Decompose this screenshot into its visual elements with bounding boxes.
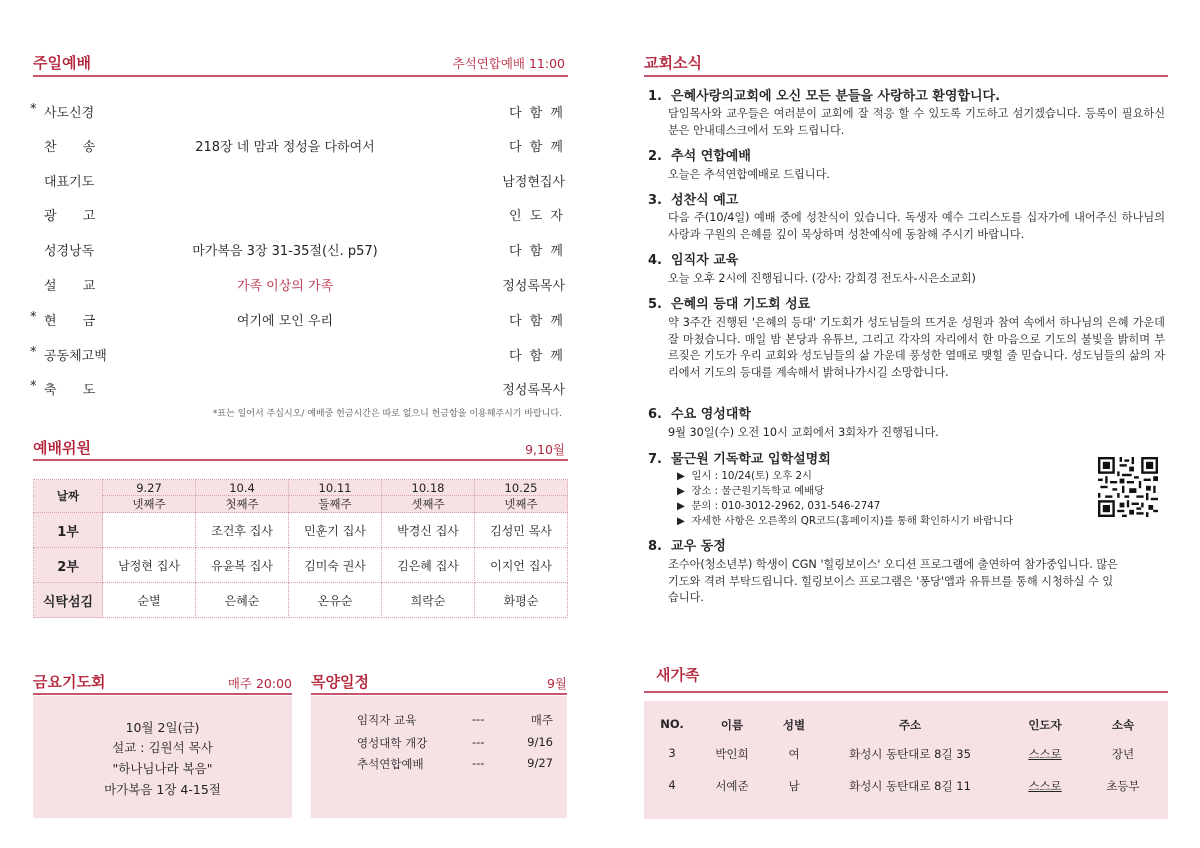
news-item-1-body: 담임목사와 교우들은 여러분이 교회에 잘 적응 할 수 있도록 기도하고 섬기겠습니다. 등록이 필요하신 분은 안내데스크에서 도와 드립니다. <box>668 107 1165 137</box>
row-header: 2부 <box>34 548 103 583</box>
newfamily-cell: 서예준 <box>715 779 749 793</box>
worship-item-label: 사도신경 <box>44 106 95 121</box>
news-item-3-head <box>648 189 738 208</box>
table-row <box>34 513 568 548</box>
news-number: 7. <box>648 452 662 467</box>
staff-cell: 김미숙 권사 <box>289 548 382 583</box>
shepherd-month: 9월 <box>546 676 567 691</box>
schedule-name: 영성대학 개강 <box>357 736 428 750</box>
worship-title: 주일예배 <box>33 54 91 72</box>
date-header: 날짜 <box>34 480 103 513</box>
staff-cell: 박경신 집사 <box>382 513 475 548</box>
worship-item-label: 축 도 <box>44 383 96 398</box>
worship-item <box>30 345 565 365</box>
news-item-2-head <box>648 145 751 164</box>
newfamily-title: 새가족 <box>656 666 700 684</box>
staff-title: 예배위원 <box>33 439 91 457</box>
newfamily-cell: 장년 <box>1111 747 1135 761</box>
news-item-3-body: 다음 주(10/4일) 예배 중에 성찬식이 있습니다. 독생자 예수 그리스도를 십자가에 내어주신 하나님의 사랑과 구원의 은혜를 깊이 묵상하며 성찬예식에 동참해 주시기 바랍니다. <box>668 211 1165 241</box>
date-cell: 9.27 <box>103 480 196 496</box>
newfamily-cell: 박인희 <box>715 747 749 761</box>
worship-item-label: 찬 송 <box>44 140 96 155</box>
worship-item-label: 성경낭독 <box>44 244 95 259</box>
staff-cell: 남정현 집사 <box>103 548 196 583</box>
newfamily-rule <box>644 691 1168 693</box>
news-item-4-head <box>648 249 738 268</box>
staff-cell: 유윤복 집사 <box>196 548 289 583</box>
schedule-when: 9/16 <box>527 735 553 749</box>
friday-rule <box>33 693 292 695</box>
newfamily-cell: 3 <box>668 746 676 760</box>
standing-mark: * <box>30 345 37 360</box>
news-heading: 은혜사랑의교회에 오신 모든 분들을 사랑하고 환영합니다. <box>671 89 1001 104</box>
worship-item-leader: 다 함 께 <box>509 349 565 364</box>
news-item-2-body: 오늘은 추석연합예배로 드립니다. <box>668 168 830 181</box>
standing-mark: * <box>30 310 37 325</box>
staff-cell: 화평순 <box>475 583 568 618</box>
worship-item-leader: 다 함 께 <box>509 314 565 329</box>
date-cell: 10.11 <box>289 480 382 496</box>
worship-item-leader: 정성록목사 <box>502 383 565 398</box>
staff-cell: 순별 <box>103 583 196 618</box>
worship-item <box>30 240 565 260</box>
worship-item-leader: 정성록목사 <box>502 279 565 294</box>
worship-item-content: 여기에 모인 우리 <box>236 314 334 329</box>
news-item-1-head <box>648 85 1000 104</box>
news-item-6-body: 9월 30일(수) 오전 10시 교회에서 3회차가 진행됩니다. <box>668 426 939 439</box>
news-item-6-head <box>648 403 751 422</box>
news-number: 3. <box>648 193 662 208</box>
newfamily-header: 주소 <box>898 718 922 732</box>
worship-item-leader: 다 함 께 <box>509 140 565 155</box>
newfamily-cell: 화성시 동탄대로 8길 11 <box>849 779 971 793</box>
news-item-7-head <box>648 448 831 467</box>
worship-item-label: 광 고 <box>44 209 96 224</box>
bullet-text: 자세한 사항은 오른쪽의 QR코드(홈페이지)를 통해 확인하시기 바랍니다 <box>691 515 1013 527</box>
table-row <box>34 548 568 583</box>
worship-rule <box>33 75 568 77</box>
schedule-dash: --- <box>472 712 485 726</box>
news-heading: 추석 연합예배 <box>671 149 751 164</box>
newfamily-header: NO. <box>660 717 684 731</box>
newfamily-header: 성별 <box>782 718 806 732</box>
newfamily-header: 소속 <box>1111 718 1135 732</box>
week-cell: 둘째주 <box>289 496 382 513</box>
news-item-5-body: 약 3주간 진행된 '은혜의 등대' 기도회가 성도님들의 뜨거운 성원과 참여 속에서 하나님의 은혜 가운데 잘 마쳤습니다. 매일 밤 본당과 유튜브, 그리고 각자의 자리에서 한 마음으로 기도의 불빛을 밝히며 부르짖은 기도가 우리 교회와 성도님들의 삶 가운데 풍성한 열매로 맺힐 줄 믿습니다. 성도님들의 삶의 자리에서 기도의 등대를 계속해서 밝혀나가시길 소망합니다. <box>668 316 1165 379</box>
news-item-5-head <box>648 293 810 312</box>
newfamily-header: 이름 <box>720 718 744 732</box>
bullet-text: 일시 : 10/24(토) 오후 2시 <box>691 470 812 482</box>
news-bullet: ▶ 자세한 사항은 오른쪽의 QR코드(홈페이지)를 통해 확인하시기 바랍니다 <box>677 515 1013 527</box>
newfamily-cell: 화성시 동탄대로 8길 35 <box>849 747 971 761</box>
newfamily-header: 인도자 <box>1028 718 1062 732</box>
row-header: 식탁섬김 <box>34 583 103 618</box>
bullet-text: 문의 : 010-3012-2962, 031-546-2747 <box>691 500 881 512</box>
worship-time: 추석연합예배 11:00 <box>452 56 565 71</box>
row-header: 1부 <box>34 513 103 548</box>
staff-cell: 은혜순 <box>196 583 289 618</box>
worship-item-leader: 남정현집사 <box>502 175 565 190</box>
newfamily-cell: 남 <box>788 779 800 793</box>
date-cell: 10.25 <box>475 480 568 496</box>
newfamily-cell: 스스로 <box>1028 747 1062 761</box>
news-number: 5. <box>648 297 662 312</box>
schedule-name: 임직자 교육 <box>357 713 417 727</box>
staff-month: 9,10월 <box>525 442 565 457</box>
news-bullet: ▶ 일시 : 10/24(토) 오후 2시 <box>677 470 812 482</box>
worship-item-label: 대표기도 <box>44 175 95 190</box>
shepherd-title: 목양일정 <box>311 673 369 691</box>
friday-box <box>33 696 292 818</box>
news-heading: 물근원 기독학교 입학설명회 <box>671 452 831 467</box>
week-cell: 첫째주 <box>196 496 289 513</box>
news-number: 6. <box>648 407 662 422</box>
schedule-dash: --- <box>472 735 485 749</box>
news-bullet: ▶ 문의 : 010-3012-2962, 031-546-2747 <box>677 500 881 512</box>
bullet-text: 장소 : 물근원기독학교 예배당 <box>691 485 825 497</box>
table-row <box>34 583 568 618</box>
news-heading: 임직자 교육 <box>671 253 739 268</box>
newfamily-cell: 초등부 <box>1106 779 1140 793</box>
date-cell: 10.18 <box>382 480 475 496</box>
staff-cell: 온유순 <box>289 583 382 618</box>
worship-item-label: 설 교 <box>44 279 96 294</box>
week-cell: 넷째주 <box>103 496 196 513</box>
staff-rule <box>33 459 568 461</box>
news-heading: 수요 영성대학 <box>671 407 751 422</box>
newfamily-cell: 4 <box>668 778 676 792</box>
date-cell: 10.4 <box>196 480 289 496</box>
standing-mark: * <box>30 102 37 117</box>
staff-cell: 조건후 집사 <box>196 513 289 548</box>
news-title: 교회소식 <box>644 54 702 72</box>
news-number: 8. <box>648 539 662 554</box>
worship-item-leader: 인 도 자 <box>509 209 565 224</box>
friday-date: 10월 2일(금) <box>125 720 200 735</box>
news-heading: 교우 동정 <box>671 539 726 554</box>
news-item-4-body: 오늘 오후 2시에 진행됩니다. (강사: 강희경 전도사-시은소교회) <box>668 272 976 285</box>
news-bullet: ▶ 장소 : 물근원기독학교 예배당 <box>677 485 825 497</box>
worship-item <box>30 310 565 330</box>
qr-code-icon[interactable] <box>1098 457 1158 517</box>
news-number: 4. <box>648 253 662 268</box>
newfamily-cell: 여 <box>788 747 800 761</box>
staff-table <box>33 479 568 618</box>
staff-cell: 김성민 목사 <box>475 513 568 548</box>
news-number: 1. <box>648 89 662 104</box>
staff-cell: 민훈기 집사 <box>289 513 382 548</box>
worship-item <box>30 136 565 156</box>
worship-item <box>30 205 565 225</box>
news-heading: 은혜의 등대 기도회 성료 <box>671 297 811 312</box>
staff-cell: 이지언 집사 <box>475 548 568 583</box>
friday-sermon-title: "하나님나라 복음" <box>112 761 213 776</box>
worship-item-label: 현 금 <box>44 314 96 329</box>
worship-item-content: 218장 네 맘과 정성을 다하여서 <box>195 140 375 155</box>
friday-title: 금요기도회 <box>33 673 106 691</box>
newfamily-cell: 스스로 <box>1028 779 1062 793</box>
worship-item-label: 공동체고백 <box>44 349 107 364</box>
shepherd-rule <box>311 693 567 695</box>
friday-time: 매주 20:00 <box>227 676 292 691</box>
week-cell: 넷째주 <box>475 496 568 513</box>
standing-mark: * <box>30 379 37 394</box>
friday-preacher: 설교 : 김원석 목사 <box>112 740 213 755</box>
worship-item <box>30 379 565 399</box>
news-rule <box>644 75 1168 77</box>
news-item-8-head <box>648 535 726 554</box>
staff-cell: 희락순 <box>382 583 475 618</box>
sermon-title: 가족 이상의 가족 <box>236 279 334 294</box>
worship-item-content: 마가복음 3장 31-35절(신. p57) <box>192 244 378 259</box>
schedule-when: 9/27 <box>527 756 553 770</box>
schedule-dash: --- <box>472 756 485 770</box>
staff-cell: 김은혜 집사 <box>382 548 475 583</box>
worship-item-leader: 다 함 께 <box>509 244 565 259</box>
worship-item <box>30 275 565 295</box>
schedule-name: 추석연합예배 <box>357 757 424 771</box>
news-item-8-body: 조수아(청소년부) 학생이 CGN '힐링보이스' 오디션 프로그램에 출연하여 참가중입니다. 많은 기도와 격려 부탁드립니다. 힐링보이스 프로그램은 '퐁당'앱과 유튜브를 통해 시청하실 수 있습니다. <box>668 558 1118 604</box>
staff-cell <box>103 513 196 548</box>
news-number: 2. <box>648 149 662 164</box>
week-cell: 셋째주 <box>382 496 475 513</box>
friday-scripture: 마가복음 1장 4-15절 <box>104 782 221 797</box>
worship-item <box>30 102 565 122</box>
worship-item <box>30 171 565 191</box>
news-heading: 성찬식 예고 <box>671 193 739 208</box>
worship-item-leader: 다 함 께 <box>509 106 565 121</box>
schedule-when: 매주 <box>530 713 553 727</box>
worship-note: *표는 일어서 주십시오/ 예배중 헌금시간은 따로 없으니 헌금함을 이용해주시기 바랍니다. <box>212 409 562 419</box>
